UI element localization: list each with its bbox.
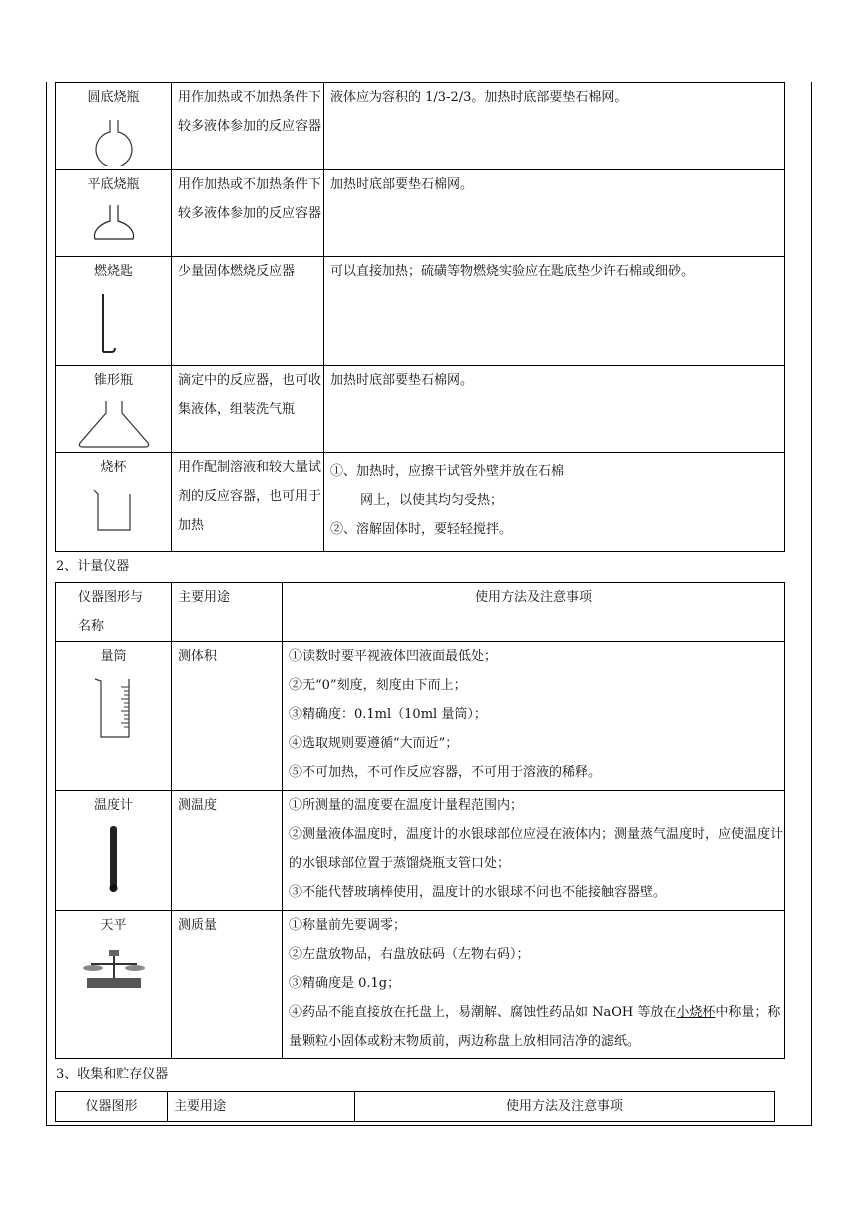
note-line: ①读数时要平视液体凹液面最低处；	[289, 649, 498, 664]
table-header-row	[56, 1092, 775, 1122]
use-cell: 滴定中的反应器，也可收集液体，组装洗气瓶	[172, 366, 324, 453]
round-bottom-flask-icon	[89, 116, 139, 166]
instrument-name: 烧杯	[100, 460, 127, 475]
header-use: 主要用途	[168, 1092, 355, 1122]
table-row	[56, 911, 785, 1059]
note-line: ①称量前先要调零；	[289, 918, 407, 933]
balance-icon	[79, 944, 149, 994]
header-notes: 使用方法及注意事项	[355, 1092, 775, 1122]
note-line: ③不能代替玻璃棒使用，温度计的水银球不问也不能接触容器壁。	[289, 885, 667, 900]
header-notes: 使用方法及注意事项	[283, 583, 785, 642]
note-line: 网上，以使其均匀受热；	[360, 493, 504, 508]
storage-instruments-table	[55, 1091, 775, 1122]
note-line: 液体应为容积的 1/3-2/3。加热时底部要垫石棉网。	[330, 90, 628, 105]
header-name: 仪器图形与名称	[56, 583, 172, 642]
instrument-name: 圆底烧瓶	[87, 90, 140, 105]
note-line: ④药品不能直接放在托盘上，易潮解、腐蚀性药品如 NaOH 等放在小烧杯中称量；称量颗粒小固体或粉末物质前，两边称盘上放相同洁净的滤纸。	[289, 1005, 781, 1049]
header-name: 仪器图形	[56, 1092, 168, 1122]
combustion-spoon-icon	[89, 290, 139, 360]
measuring-instruments-table	[55, 582, 785, 1059]
section-heading: 3、收集和贮存仪器	[56, 1067, 169, 1082]
note-line: ①、加热时，应擦干试管外壁并放在石棉	[330, 464, 565, 479]
reaction-vessels-table	[55, 82, 785, 552]
table-row	[56, 257, 785, 366]
table-row	[56, 642, 785, 791]
use-cell: 测质量	[172, 911, 283, 1059]
flat-bottom-flask-icon	[89, 203, 139, 249]
conical-flask-icon	[74, 399, 154, 451]
instrument-name: 锥形瓶	[93, 373, 133, 388]
note-line: ②左盘放物品，右盘放砝码（左物右码）；	[289, 947, 530, 962]
use-cell: 用作配制溶液和较大量试剂的反应容器，也可用于加热	[172, 453, 324, 552]
use-cell: 少量固体燃烧反应器	[172, 257, 324, 366]
note-line: 加热时底部要垫石棉网。	[330, 373, 474, 388]
note-line: 可以直接加热；硫磺等物燃烧实验应在匙底垫少许石棉或细砂。	[330, 264, 695, 279]
use-cell: 用作加热或不加热条件下较多液体参加的反应容器	[172, 83, 324, 170]
thermometer-icon	[99, 824, 129, 894]
note-line: ④选取规则要遵循“大而近”；	[289, 736, 459, 751]
table-row	[56, 170, 785, 257]
note-line: ②测量液体温度时，温度计的水银球部位应浸在液体内；测量蒸气温度时，应使温度计的水银球部位置于蒸馏烧瓶支管口处；	[289, 827, 784, 871]
table-header-row	[56, 583, 785, 642]
beaker-icon	[84, 486, 144, 536]
table-row	[56, 366, 785, 453]
use-cell: 用作加热或不加热条件下较多液体参加的反应容器	[172, 170, 324, 257]
note-line: ⑤不可加热，不可作反应容器，不可用于溶液的稀释。	[289, 765, 602, 780]
graduated-cylinder-icon	[89, 675, 139, 741]
note-line: ①所测量的温度要在温度计量程范围内；	[289, 798, 524, 813]
use-cell: 测温度	[172, 791, 283, 911]
use-cell: 测体积	[172, 642, 283, 791]
instrument-name: 平底烧瓶	[87, 177, 140, 192]
table-row	[56, 83, 785, 170]
table-row	[56, 453, 785, 552]
note-line: ③精确度是 0.1g；	[289, 976, 401, 991]
note-line: ③精确度：0.1ml（10ml 量筒）；	[289, 707, 487, 722]
section-heading: 2、计量仪器	[56, 559, 130, 574]
note-line: 加热时底部要垫石棉网。	[330, 177, 474, 192]
table-row	[56, 791, 785, 911]
instrument-name: 燃烧匙	[93, 264, 133, 279]
note-line: ②无“0”刻度，刻度由下而上；	[289, 678, 467, 693]
instrument-name: 天平	[100, 918, 127, 933]
header-use: 主要用途	[172, 583, 283, 642]
note-line: ②、溶解固体时，要轻轻搅拌。	[330, 522, 513, 537]
instrument-name: 量筒	[100, 649, 127, 664]
instrument-name: 温度计	[93, 798, 133, 813]
